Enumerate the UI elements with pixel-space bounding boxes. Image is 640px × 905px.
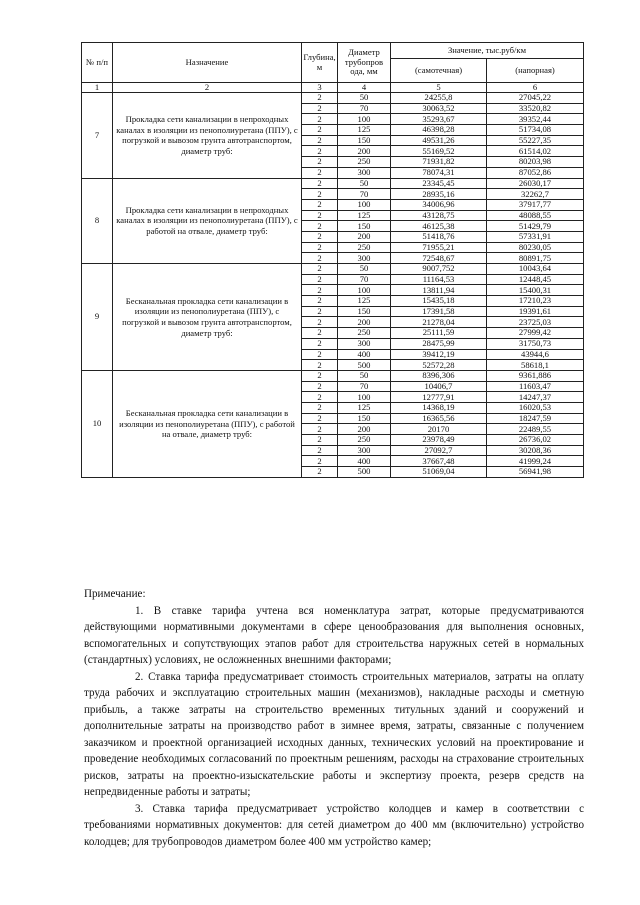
diameter-cell: 50 (338, 370, 391, 381)
pressure-value-cell: 87052,86 (487, 167, 584, 178)
column-number: 5 (391, 83, 487, 93)
diameter-cell: 100 (338, 392, 391, 403)
pressure-value-cell: 58618,1 (487, 360, 584, 371)
gravity-value-cell: 17391,58 (391, 306, 487, 317)
diameter-cell: 200 (338, 317, 391, 328)
gravity-value-cell: 34006,96 (391, 199, 487, 210)
depth-cell: 2 (302, 456, 338, 467)
header-pressure: (напорная) (487, 59, 584, 83)
depth-cell: 2 (302, 413, 338, 424)
pressure-value-cell: 56941,98 (487, 467, 584, 478)
pressure-value-cell: 39352,44 (487, 114, 584, 125)
depth-cell: 2 (302, 402, 338, 413)
depth-cell: 2 (302, 167, 338, 178)
pressure-value-cell: 43944,6 (487, 349, 584, 360)
diameter-cell: 250 (338, 242, 391, 253)
table-body (82, 93, 584, 478)
diameter-cell: 250 (338, 328, 391, 339)
depth-cell: 2 (302, 285, 338, 296)
pressure-value-cell: 27999,42 (487, 328, 584, 339)
pressure-value-cell: 32262,7 (487, 189, 584, 200)
gravity-value-cell: 72548,67 (391, 253, 487, 264)
tariff-table (81, 42, 584, 478)
depth-cell: 2 (302, 349, 338, 360)
gravity-value-cell: 24255,8 (391, 93, 487, 104)
depth-cell: 2 (302, 467, 338, 478)
diameter-cell: 70 (338, 381, 391, 392)
gravity-value-cell: 21278,04 (391, 317, 487, 328)
diameter-cell: 125 (338, 125, 391, 136)
depth-cell: 2 (302, 424, 338, 435)
pressure-value-cell: 10043,64 (487, 264, 584, 275)
gravity-value-cell: 55169,52 (391, 146, 487, 157)
gravity-value-cell: 28475,99 (391, 338, 487, 349)
header-depth: Глубина, м (302, 43, 338, 83)
diameter-cell: 100 (338, 114, 391, 125)
pressure-value-cell: 80230,05 (487, 242, 584, 253)
depth-cell: 2 (302, 242, 338, 253)
diameter-cell: 200 (338, 146, 391, 157)
depth-cell: 2 (302, 199, 338, 210)
pressure-value-cell: 23725,03 (487, 317, 584, 328)
diameter-cell: 200 (338, 231, 391, 242)
depth-cell: 2 (302, 381, 338, 392)
pressure-value-cell: 30208,36 (487, 445, 584, 456)
diameter-cell: 100 (338, 285, 391, 296)
gravity-value-cell: 28935,16 (391, 189, 487, 200)
gravity-value-cell: 30063,52 (391, 103, 487, 114)
diameter-cell: 300 (338, 253, 391, 264)
diameter-cell: 125 (338, 210, 391, 221)
notes-title: Примечание: (84, 588, 146, 600)
diameter-cell: 300 (338, 167, 391, 178)
depth-cell: 2 (302, 274, 338, 285)
note-item: 1. В ставке тарифа учтена вся номенклатура затрат, которые предусматриваются действующими нормативными документами в сфере ценообразования для выполнения основных, вспомогательных и сопутствующих этапов работ для строительства наружных сетей в нормальных (стандартных) условиях, не осложненных внешними факторами; (84, 604, 584, 666)
group-number: 7 (82, 93, 113, 179)
pressure-value-cell: 14247,37 (487, 392, 584, 403)
gravity-value-cell: 14368,19 (391, 402, 487, 413)
diameter-cell: 150 (338, 135, 391, 146)
gravity-value-cell: 23345,45 (391, 178, 487, 189)
column-number: 4 (338, 83, 391, 93)
column-number: 6 (487, 83, 584, 93)
depth-cell: 2 (302, 264, 338, 275)
diameter-cell: 70 (338, 189, 391, 200)
gravity-value-cell: 51069,04 (391, 467, 487, 478)
gravity-value-cell: 16365,56 (391, 413, 487, 424)
gravity-value-cell: 39412,19 (391, 349, 487, 360)
gravity-value-cell: 51418,76 (391, 231, 487, 242)
pressure-value-cell: 15400,31 (487, 285, 584, 296)
pressure-value-cell: 41999,24 (487, 456, 584, 467)
gravity-value-cell: 9007,752 (391, 264, 487, 275)
group-number: 8 (82, 178, 113, 264)
gravity-value-cell: 46125,38 (391, 221, 487, 232)
diameter-cell: 70 (338, 274, 391, 285)
gravity-value-cell: 12777,91 (391, 392, 487, 403)
diameter-cell: 250 (338, 435, 391, 446)
header-name: Назначение (113, 43, 302, 83)
gravity-value-cell: 43128,75 (391, 210, 487, 221)
depth-cell: 2 (302, 103, 338, 114)
depth-cell: 2 (302, 178, 338, 189)
diameter-cell: 500 (338, 467, 391, 478)
pressure-value-cell: 18247,59 (487, 413, 584, 424)
gravity-value-cell: 71955,21 (391, 242, 487, 253)
diameter-cell: 300 (338, 338, 391, 349)
pressure-value-cell: 16020,53 (487, 402, 584, 413)
depth-cell: 2 (302, 231, 338, 242)
pressure-value-cell: 17210,23 (487, 296, 584, 307)
depth-cell: 2 (302, 93, 338, 104)
pressure-value-cell: 80891,75 (487, 253, 584, 264)
depth-cell: 2 (302, 221, 338, 232)
diameter-cell: 150 (338, 306, 391, 317)
table-row (82, 370, 584, 381)
column-number: 2 (113, 83, 302, 93)
depth-cell: 2 (302, 125, 338, 136)
depth-cell: 2 (302, 135, 338, 146)
notes-section (84, 586, 584, 850)
gravity-value-cell: 49531,26 (391, 135, 487, 146)
table-row (82, 178, 584, 189)
diameter-cell: 50 (338, 93, 391, 104)
gravity-value-cell: 25111,59 (391, 328, 487, 339)
depth-cell: 2 (302, 296, 338, 307)
depth-cell: 2 (302, 157, 338, 168)
group-description: Бесканальная прокладка сети канализации в изоляции из пенополиуретана (ППУ), с работой на отвале, диаметр труб: (113, 370, 302, 477)
diameter-cell: 400 (338, 456, 391, 467)
table-row (82, 264, 584, 275)
pressure-value-cell: 51734,08 (487, 125, 584, 136)
depth-cell: 2 (302, 392, 338, 403)
column-number-row (82, 83, 584, 93)
depth-cell: 2 (302, 210, 338, 221)
gravity-value-cell: 13811,94 (391, 285, 487, 296)
gravity-value-cell: 37667,48 (391, 456, 487, 467)
pressure-value-cell: 26030,17 (487, 178, 584, 189)
pressure-value-cell: 12448,45 (487, 274, 584, 285)
gravity-value-cell: 20170 (391, 424, 487, 435)
gravity-value-cell: 10406,7 (391, 381, 487, 392)
diameter-cell: 200 (338, 424, 391, 435)
gravity-value-cell: 71931,82 (391, 157, 487, 168)
diameter-cell: 400 (338, 349, 391, 360)
pressure-value-cell: 51429,79 (487, 221, 584, 232)
pressure-value-cell: 33520,82 (487, 103, 584, 114)
depth-cell: 2 (302, 328, 338, 339)
depth-cell: 2 (302, 338, 338, 349)
column-number: 1 (82, 83, 113, 93)
pressure-value-cell: 22489,55 (487, 424, 584, 435)
pressure-value-cell: 19391,61 (487, 306, 584, 317)
depth-cell: 2 (302, 253, 338, 264)
header-num: № п/п (82, 43, 113, 83)
group-number: 9 (82, 264, 113, 371)
gravity-value-cell: 11164,53 (391, 274, 487, 285)
diameter-cell: 70 (338, 103, 391, 114)
group-number: 10 (82, 370, 113, 477)
diameter-cell: 50 (338, 178, 391, 189)
pressure-value-cell: 31750,73 (487, 338, 584, 349)
depth-cell: 2 (302, 317, 338, 328)
gravity-value-cell: 35293,67 (391, 114, 487, 125)
pressure-value-cell: 26736,02 (487, 435, 584, 446)
depth-cell: 2 (302, 445, 338, 456)
diameter-cell: 100 (338, 199, 391, 210)
gravity-value-cell: 23978,49 (391, 435, 487, 446)
group-description: Прокладка сети канализации в непроходных каналах в изоляции из пенополиуретана (ППУ), с погрузкой и вывозом грунта автотранспортом, диаметр труб: (113, 93, 302, 179)
pressure-value-cell: 9361,886 (487, 370, 584, 381)
note-item: 3. Ставка тарифа предусматривает устройство колодцев и камер в соответствии с требованиями нормативных документов: для сетей диаметром до 400 мм (включительно) устройство колодцев; для трубопроводов диаметром более 400 мм устройство камер; (84, 802, 584, 848)
pressure-value-cell: 27045,22 (487, 93, 584, 104)
diameter-cell: 500 (338, 360, 391, 371)
depth-cell: 2 (302, 114, 338, 125)
pressure-value-cell: 80203,98 (487, 157, 584, 168)
gravity-value-cell: 78074,31 (391, 167, 487, 178)
diameter-cell: 125 (338, 296, 391, 307)
depth-cell: 2 (302, 435, 338, 446)
note-item: 2. Ставка тарифа предусматривает стоимость строительных материалов, затраты на оплату труда рабочих и эксплуатацию строительных машин (механизмов), накладные расходы и сметную прибыль, а также затраты на строительство временных титульных зданий и сооружений и дополнительные затраты на производство работ в зимнее время, затраты, связанные с получением заказчиком и проектной организацией исходных данных, технических условий на проектирование и проведение необходимых согласований по проектным решениям, расходы на страхование строительных рисков, затраты на проектно-изыскательские работы и экспертизу проекта, резерв средств на непредвиденные работы и затраты; (84, 670, 584, 798)
pressure-value-cell: 55227,35 (487, 135, 584, 146)
pressure-value-cell: 48088,55 (487, 210, 584, 221)
pressure-value-cell: 61514,02 (487, 146, 584, 157)
diameter-cell: 125 (338, 402, 391, 413)
depth-cell: 2 (302, 189, 338, 200)
depth-cell: 2 (302, 360, 338, 371)
group-description: Бесканальная прокладка сети канализации в изоляции из пенополиуретана (ППУ), с погрузкой и вывозом грунта автотранспортом, диаметр труб: (113, 264, 302, 371)
diameter-cell: 250 (338, 157, 391, 168)
pressure-value-cell: 57331,91 (487, 231, 584, 242)
gravity-value-cell: 15435,18 (391, 296, 487, 307)
diameter-cell: 150 (338, 221, 391, 232)
diameter-cell: 150 (338, 413, 391, 424)
header-value: Значение, тыс.руб/км (391, 43, 584, 59)
gravity-value-cell: 8396,306 (391, 370, 487, 381)
header-diameter: Диаметр трубопров ода, мм (338, 43, 391, 83)
depth-cell: 2 (302, 146, 338, 157)
pressure-value-cell: 11603,47 (487, 381, 584, 392)
depth-cell: 2 (302, 370, 338, 381)
header-gravity: (самотечная) (391, 59, 487, 83)
diameter-cell: 300 (338, 445, 391, 456)
column-number: 3 (302, 83, 338, 93)
table-row (82, 93, 584, 104)
gravity-value-cell: 52572,28 (391, 360, 487, 371)
gravity-value-cell: 27092,7 (391, 445, 487, 456)
group-description: Прокладка сети канализации в непроходных каналах в изоляции из пенополиуретана (ППУ), с работой на отвале, диаметр труб: (113, 178, 302, 264)
depth-cell: 2 (302, 306, 338, 317)
diameter-cell: 50 (338, 264, 391, 275)
pressure-value-cell: 37917,77 (487, 199, 584, 210)
gravity-value-cell: 46398,28 (391, 125, 487, 136)
